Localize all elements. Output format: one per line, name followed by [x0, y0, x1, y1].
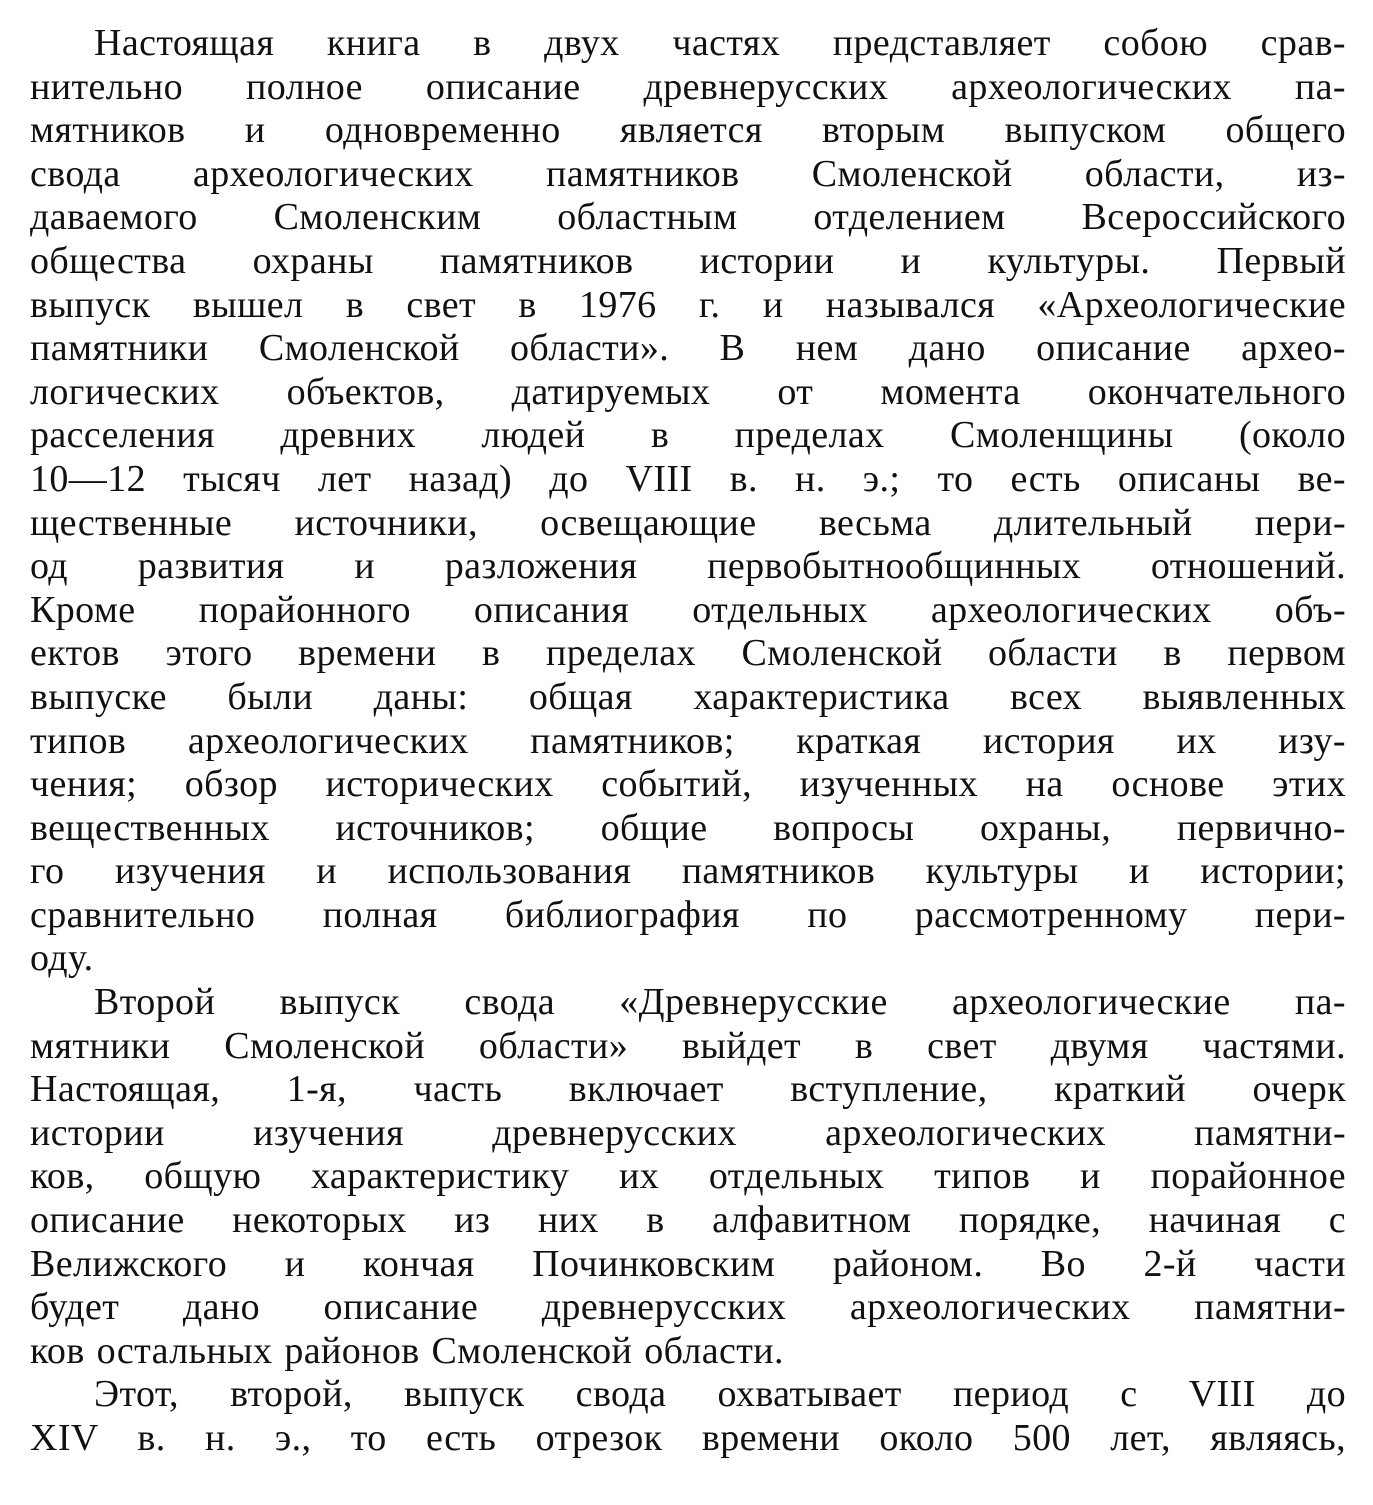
text-line: вещественных источников; общие вопросы охраны, первично- — [30, 806, 1346, 849]
text-line: выпуск вышел в свет в 1976 г. и назывался «Археологические — [30, 283, 1346, 326]
paragraph-3 — [30, 1373, 1346, 1460]
text-line: будет дано описание древнерусских археологических памятни- — [30, 1286, 1346, 1329]
text-line: Велижского и кончая Починковским районом. Во 2-й части — [30, 1242, 1346, 1285]
text-line: Кроме порайонного описания отдельных археологических объ- — [30, 588, 1346, 631]
text-line: сравнительно полная библиография по рассмотренному пери- — [30, 893, 1346, 936]
text-line: 10—12 тысяч лет назад) до VIII в. н. э.; то есть описаны ве- — [30, 457, 1346, 500]
text-line: выпуске были даны: общая характеристика всех выявленных — [30, 675, 1346, 718]
text-line: Настоящая книга в двух частях представляет собою срав- — [94, 22, 1346, 64]
text-line: памятники Смоленской области». В нем дано описание архео- — [30, 327, 1346, 370]
text-line: го изучения и использования памятников культуры и истории; — [30, 850, 1346, 893]
text-line: описание некоторых из них в алфавитном порядке, начиная с — [30, 1199, 1346, 1242]
text-line: оду. — [30, 937, 94, 980]
paragraph-2 — [30, 981, 1346, 1373]
text-line: типов археологических памятников; краткая история их изу- — [30, 719, 1346, 762]
text-line: щественные источники, освещающие весьма длительный пери- — [30, 501, 1346, 544]
text-line: мятников и одновременно является вторым выпуском общего — [30, 109, 1346, 152]
text-line: нительно полное описание древнерусских археологических па- — [30, 65, 1346, 108]
text-line: даваемого Смоленским областным отделением Всероссийского — [30, 196, 1346, 239]
text-line: XIV в. н. э., то есть отрезок времени около 500 лет, являясь, — [30, 1417, 1346, 1459]
text-line: од развития и разложения первобытнообщинных отношений. — [30, 545, 1346, 588]
text-line: Этот, второй, выпуск свода охватывает период с VIII до — [94, 1373, 1346, 1416]
text-line: ков остальных районов Смоленской области. — [30, 1329, 784, 1372]
text-line: ков, общую характеристику их отдельных типов и порайонное — [30, 1155, 1346, 1198]
text-line: ектов этого времени в пределах Смоленской области в первом — [30, 632, 1346, 675]
text-line: Второй выпуск свода «Древнерусские археологические па- — [94, 981, 1346, 1024]
text-line: свода археологических памятников Смоленской области, из- — [30, 152, 1346, 195]
text-line: мятники Смоленской области» выйдет в свет двумя частями. — [30, 1024, 1346, 1067]
text-line: расселения древних людей в пределах Смоленщины (около — [30, 414, 1346, 457]
paragraph-1 — [30, 22, 1346, 981]
document-page — [30, 22, 1346, 1461]
text-line: общества охраны памятников истории и культуры. Первый — [30, 239, 1346, 282]
text-line: чения; обзор исторических событий, изученных на основе этих — [30, 763, 1346, 806]
text-line: логических объектов, датируемых от момента окончательного — [30, 370, 1346, 413]
text-line: Настоящая, 1-я, часть включает вступление, краткий очерк — [30, 1068, 1346, 1111]
text-line: истории изучения древнерусских археологических памятни- — [30, 1111, 1346, 1154]
